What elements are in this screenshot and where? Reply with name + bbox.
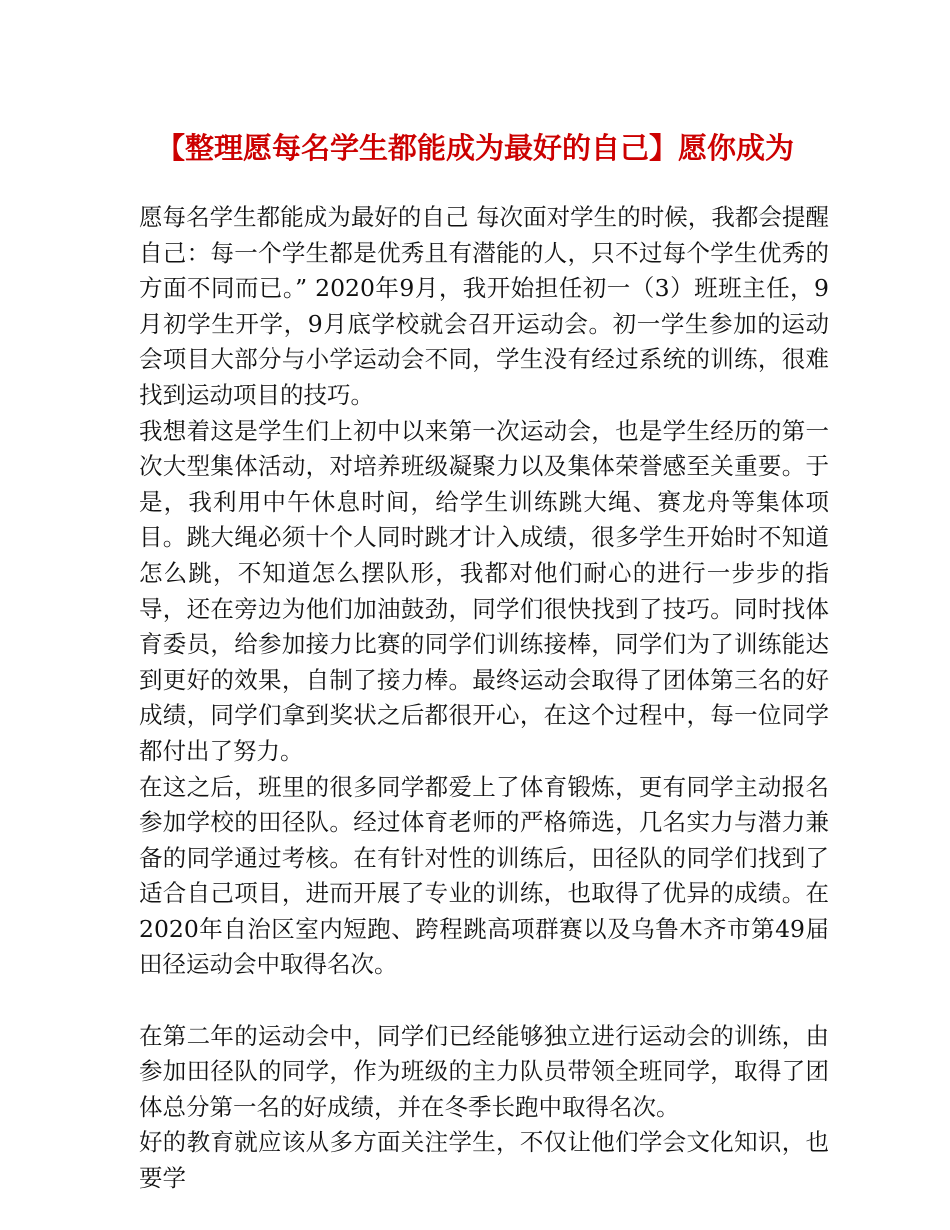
- paragraph-gap: [139, 983, 829, 1019]
- paragraph-4: 在第二年的运动会中，同学们已经能够独立进行运动会的训练，由参加田径队的同学，作为班级的主力队员带领全班同学，取得了团体总分第一名的好成绩，并在冬季长跑中取得名次。: [139, 1021, 829, 1121]
- paragraph-1: 愿每名学生都能成为最好的自己 每次面对学生的时候，我都会提醒自己：每一个学生都是优秀且有潜能的人，只不过每个学生优秀的方面不同而已。” 2020年9月，我开始担任初一（3）班班主任，9月初学生开学，9月底学校就会召开运动会。初一学生参加的运动会项目大部分与小学运动会不同，学生没有经过系统的训练，很难找到运动项目的技巧。: [139, 203, 829, 409]
- document-body: [139, 200, 829, 1197]
- document-title: 【整理愿每名学生都能成为最好的自己】愿你成为: [155, 131, 794, 165]
- paragraph-5: 好的教育就应该从多方面关注学生，不仅让他们学会文化知识，也要学: [139, 1128, 829, 1193]
- paragraph-3: 在这之后，班里的很多同学都爱上了体育锻炼，更有同学主动报名参加学校的田径队。经过体育老师的严格筛选，几名实力与潜力兼备的同学通过考核。在有针对性的训练后，田径队的同学们找到了适合自己项目，进而开展了专业的训练，也取得了优异的成绩。在2020年自治区室内短跑、跨程跳高项群赛以及乌鲁木齐市第49届田径运动会中取得名次。: [139, 772, 829, 979]
- paragraph-2: 我想着这是学生们上初中以来第一次运动会，也是学生经历的第一次大型集体活动，对培养班级凝聚力以及集体荣誉感至关重要。于是，我利用中午休息时间，给学生训练跳大绳、赛龙舟等集体项目。跳大绳必须十个人同时跳才计入成绩，很多学生开始时不知道怎么跳，不知道怎么摆队形，我都对他们耐心的进行一步步的指导，还在旁边为他们加油鼓劲，同学们很快找到了技巧。同时找体育委员，给参加接力比赛的同学们训练接棒，同学们为了训练能达到更好的效果，自制了接力棒。最终运动会取得了团体第三名的好成绩，同学们拿到奖状之后都很开心，在这个过程中，每一位同学都付出了努力。: [139, 416, 829, 765]
